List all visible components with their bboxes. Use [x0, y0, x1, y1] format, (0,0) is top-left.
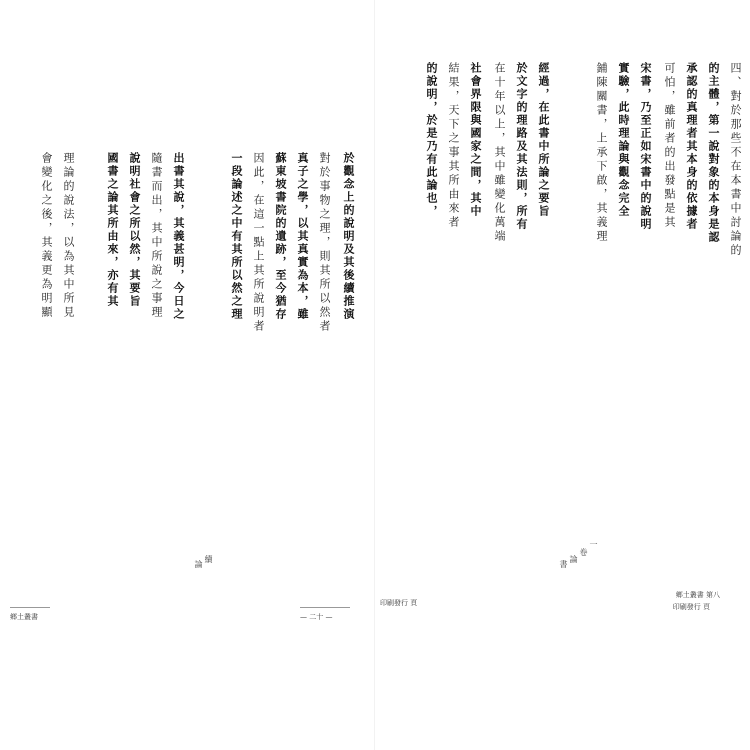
text-column: 國書之論其所由來，亦有其: [106, 152, 119, 308]
text-column: 出書其說，其義甚明，今日之: [172, 152, 185, 321]
right-page: [375, 0, 750, 750]
text-column: 於文字的理路及其法則，所有: [515, 62, 528, 231]
text-column: 宋書，乃至正如宋書中的說明: [639, 62, 652, 231]
text-column: 隨書而出，其中所說之事理: [150, 152, 163, 320]
text-column: 社會界限與國家之間，其中: [469, 62, 482, 218]
side-annotation: 一: [589, 540, 598, 549]
side-annotation: 書: [559, 560, 568, 569]
text-column: 因此，在這一點上其所說明者: [252, 152, 265, 334]
text-column: 可怕，雖前者的出發點是其: [663, 62, 676, 230]
text-column: 在十年以上，其中雖變化萬端: [493, 62, 506, 244]
text-column: 對於事物之理，則其所以然者: [318, 152, 331, 334]
text-column: 理論的說法，以為其中所見: [62, 152, 75, 320]
side-annotation: 論: [194, 560, 203, 569]
text-column: 說明社會之所以然，其要旨: [128, 152, 141, 308]
text-column: 結果，天下之事其所由來者: [447, 62, 460, 230]
text-column: 承認的真理者其本身的依據者: [685, 62, 698, 231]
text-column: 於觀念上的說明及其後續推演: [342, 152, 355, 321]
footer-right-line1: 鄉土叢書 第八: [675, 591, 720, 599]
footer-rule: [300, 607, 350, 608]
text-column: 四、對於那些不在本書中討論的: [729, 62, 742, 258]
text-column: 經過，在此書中所論之要旨: [537, 62, 550, 218]
footer-series: 鄉土叢書: [10, 613, 38, 621]
footer-left: 印刷發行 頁: [380, 599, 418, 607]
footer-right-line2: 印刷發行 頁: [672, 603, 710, 611]
text-column: 一段論述之中有其所以然之理: [230, 152, 243, 321]
text-column: 真子之學，以其真實為本，雖: [296, 152, 309, 321]
text-column: 會變化之後，其義更為明顯: [40, 152, 53, 320]
side-annotation: 續: [204, 555, 213, 564]
footer-rule: [10, 607, 50, 608]
text-column: 實驗，此時理論與觀念完全: [617, 62, 630, 218]
text-column: 的說明，於是乃有此論也，: [425, 62, 438, 218]
side-annotation: 論: [569, 555, 578, 564]
text-column: 鋪陳關書，上承下啟，其義理: [595, 62, 608, 244]
text-column: 的主體，第一說對象的本身是認: [707, 62, 720, 244]
side-annotation: 卷: [579, 548, 588, 557]
text-column: 蘇東坡書院的遺跡，至今猶存: [274, 152, 287, 321]
footer-page-number: — 二十 —: [300, 613, 333, 621]
